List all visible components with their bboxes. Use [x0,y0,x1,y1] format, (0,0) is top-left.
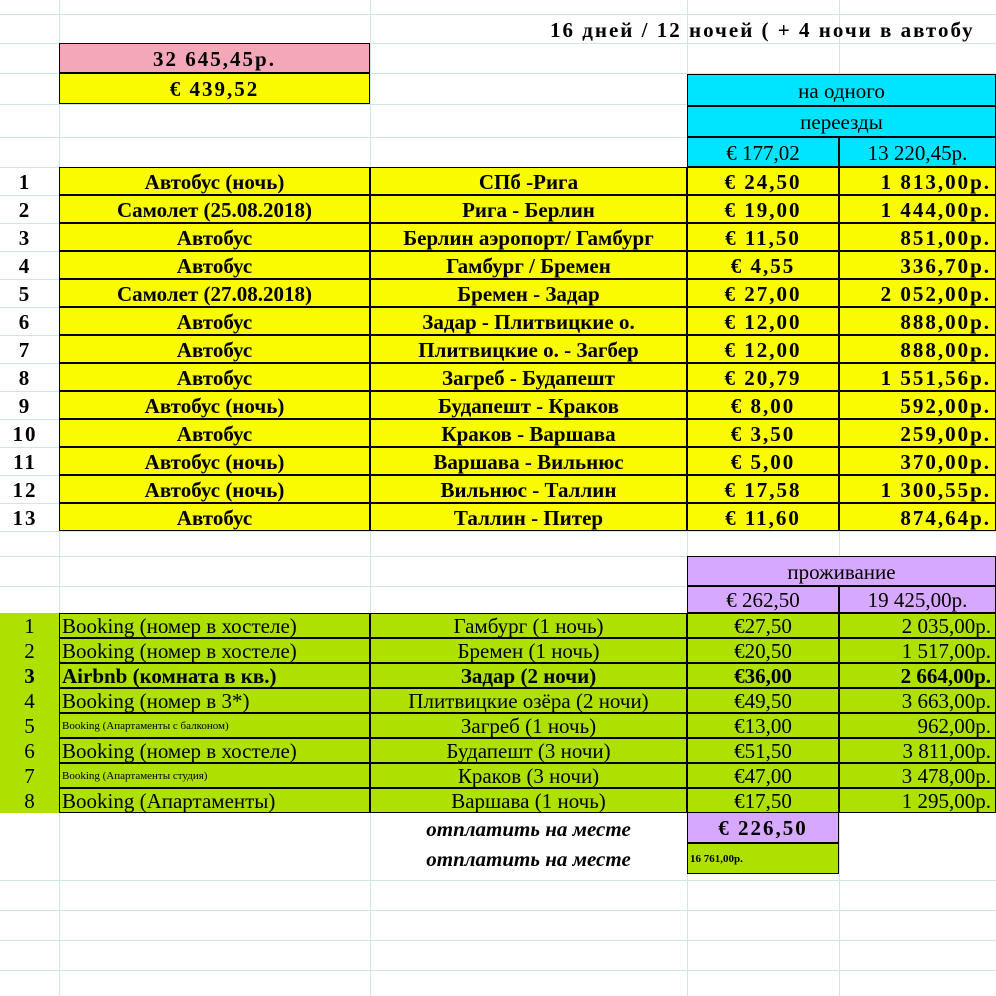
transport-route-cell[interactable]: Краков - Варшава [370,419,687,447]
trip-title: 16 дней / 12 ночей ( + 4 ночи в автобу [550,17,975,42]
grid-row-line [0,531,996,532]
row-number: 4 [18,253,32,278]
row-number: 5 [18,281,32,306]
grid-row-line [0,910,996,911]
lodging-rub-cell[interactable]: 2 664,00р. [839,663,996,688]
lodging-header[interactable]: проживание [687,556,996,586]
lodging-eur-cell[interactable]: €27,50 [687,613,839,638]
transport-eur-cell[interactable]: € 12,00 [687,335,839,363]
row-number: 8 [0,788,59,813]
row-number: 2 [18,197,32,222]
lodging-type-cell[interactable]: Airbnb (комната в кв.) [59,663,370,688]
lodging-type-cell[interactable]: Booking (Апартаменты) [59,788,370,813]
lodging-eur-cell[interactable]: €49,50 [687,688,839,713]
lodging-type-cell[interactable]: Booking (номер в хостеле) [59,638,370,663]
transport-eur-cell[interactable]: € 20,79 [687,363,839,391]
transport-route-cell[interactable]: Задар - Плитвицкие о. [370,307,687,335]
transport-rub-cell[interactable]: 370,00р. [839,447,996,475]
row-number: 1 [18,169,32,194]
transport-rub-cell[interactable]: 1 444,00р. [839,195,996,223]
transport-eur-cell[interactable]: € 11,60 [687,503,839,531]
lodging-rub-cell[interactable]: 962,00р. [839,713,996,738]
lodging-eur-cell[interactable]: €36,00 [687,663,839,688]
transport-eur-cell[interactable]: € 24,50 [687,167,839,195]
transport-eur-cell[interactable]: € 12,00 [687,307,839,335]
transport-type-cell[interactable]: Автобус [59,335,370,363]
pay-on-site-label: отплатить на месте [426,816,631,841]
row-number: 9 [18,393,32,418]
lodging-type-cell[interactable]: Booking (номер в хостеле) [59,613,370,638]
lodging-place-cell[interactable]: Краков (3 ночи) [370,763,687,788]
transport-type-cell[interactable]: Самолет (25.08.2018) [59,195,370,223]
transport-route-cell[interactable]: Рига - Берлин [370,195,687,223]
row-number: 7 [0,763,59,788]
transport-type-cell[interactable]: Автобус [59,223,370,251]
grid-row-line [0,940,996,941]
transport-type-cell[interactable]: Самолет (27.08.2018) [59,279,370,307]
transport-rub-cell[interactable]: 851,00р. [839,223,996,251]
lodging-place-cell[interactable]: Гамбург (1 ночь) [370,613,687,638]
lodging-total-rub[interactable]: 19 425,00р. [839,586,996,613]
transport-eur-cell[interactable]: € 27,00 [687,279,839,307]
lodging-rub-cell[interactable]: 2 035,00р. [839,613,996,638]
transport-rub-cell[interactable]: 1 551,56р. [839,363,996,391]
row-number: 5 [0,713,59,738]
transport-type-cell[interactable]: Автобус [59,419,370,447]
lodging-type-cell[interactable]: Booking (номер в 3*) [59,688,370,713]
transport-type-cell[interactable]: Автобус (ночь) [59,167,370,195]
transport-route-cell[interactable]: Вильнюс - Таллин [370,475,687,503]
transport-rub-cell[interactable]: 592,00р. [839,391,996,419]
transport-rub-cell[interactable]: 888,00р. [839,335,996,363]
lodging-rub-cell[interactable]: 1 517,00р. [839,638,996,663]
row-number: 3 [0,663,59,688]
transport-route-cell[interactable]: СПб -Рига [370,167,687,195]
row-number: 7 [18,337,32,362]
transport-type-cell[interactable]: Автобус [59,363,370,391]
transport-type-cell[interactable]: Автобус (ночь) [59,391,370,419]
transport-eur-cell[interactable]: € 4,55 [687,251,839,279]
lodging-rub-cell[interactable]: 1 295,00р. [839,788,996,813]
lodging-rub-cell[interactable]: 3 478,00р. [839,763,996,788]
lodging-eur-cell[interactable]: €13,00 [687,713,839,738]
transport-header[interactable]: переезды [687,106,996,137]
grid-row-line [0,880,996,881]
lodging-eur-cell[interactable]: €47,00 [687,763,839,788]
lodging-eur-cell[interactable]: €51,50 [687,738,839,763]
row-number: 2 [0,638,59,663]
pay-on-site-rub[interactable]: 16 761,00р. [687,843,839,874]
transport-eur-cell[interactable]: € 19,00 [687,195,839,223]
per-person-header[interactable]: на одного [687,74,996,106]
row-number: 3 [18,225,32,250]
lodging-type-cell[interactable]: Booking (Апартаменты с балконом) [59,713,370,738]
row-number: 6 [18,309,32,334]
lodging-place-cell[interactable]: Варшава (1 ночь) [370,788,687,813]
pay-on-site-eur[interactable]: € 226,50 [687,812,839,843]
transport-type-cell[interactable]: Автобус [59,307,370,335]
transport-route-cell[interactable]: Варшава - Вильнюс [370,447,687,475]
row-number: 1 [0,613,59,638]
row-number: 12 [12,477,38,502]
transport-type-cell[interactable]: Автобус (ночь) [59,447,370,475]
transport-rub-cell[interactable]: 888,00р. [839,307,996,335]
transport-eur-cell[interactable]: € 8,00 [687,391,839,419]
row-number: 13 [12,505,38,530]
transport-total-eur[interactable]: € 177,02 [687,137,839,167]
transport-rub-cell[interactable]: 336,70р. [839,251,996,279]
total-eur-cell[interactable]: € 439,52 [59,73,370,104]
lodging-type-cell[interactable]: Booking (номер в хостеле) [59,738,370,763]
transport-eur-cell[interactable]: € 5,00 [687,447,839,475]
transport-route-cell[interactable]: Бремен - Задар [370,279,687,307]
lodging-place-cell[interactable]: Загреб (1 ночь) [370,713,687,738]
transport-rub-cell[interactable]: 1 813,00р. [839,167,996,195]
transport-route-cell[interactable]: Загреб - Будапешт [370,363,687,391]
transport-route-cell[interactable]: Таллин - Питер [370,503,687,531]
lodging-place-cell[interactable]: Бремен (1 ночь) [370,638,687,663]
lodging-place-cell[interactable]: Плитвицкие озёра (2 ночи) [370,688,687,713]
total-rub-cell[interactable]: 32 645,45р. [59,43,370,73]
pay-on-site-label-2: отплатить на месте [426,847,631,871]
row-number: 8 [18,365,32,390]
transport-route-cell[interactable]: Плитвицкие о. - Загбер [370,335,687,363]
transport-type-cell[interactable]: Автобус [59,503,370,531]
lodging-rub-cell[interactable]: 3 663,00р. [839,688,996,713]
transport-eur-cell[interactable]: € 11,50 [687,223,839,251]
lodging-total-eur[interactable]: € 262,50 [687,586,839,613]
lodging-type-cell[interactable]: Booking (Апартаменты студия) [59,763,370,788]
transport-route-cell[interactable]: Гамбург / Бремен [370,251,687,279]
transport-route-cell[interactable]: Берлин аэропорт/ Гамбург [370,223,687,251]
lodging-eur-cell[interactable]: €20,50 [687,638,839,663]
transport-rub-cell[interactable]: 874,64р. [839,503,996,531]
transport-rub-cell[interactable]: 259,00р. [839,419,996,447]
transport-eur-cell[interactable]: € 3,50 [687,419,839,447]
row-number: 10 [12,421,38,446]
lodging-place-cell[interactable]: Задар (2 ночи) [370,663,687,688]
transport-type-cell[interactable]: Автобус (ночь) [59,475,370,503]
lodging-eur-cell[interactable]: €17,50 [687,788,839,813]
lodging-place-cell[interactable]: Будапешт (3 ночи) [370,738,687,763]
transport-type-cell[interactable]: Автобус [59,251,370,279]
row-number: 6 [0,738,59,763]
transport-route-cell[interactable]: Будапешт - Краков [370,391,687,419]
transport-eur-cell[interactable]: € 17,58 [687,475,839,503]
row-number: 4 [0,688,59,713]
transport-rub-cell[interactable]: 2 052,00р. [839,279,996,307]
transport-total-rub[interactable]: 13 220,45р. [839,137,996,167]
grid-row-line [0,970,996,971]
lodging-rub-cell[interactable]: 3 811,00р. [839,738,996,763]
row-number: 11 [13,449,37,474]
transport-rub-cell[interactable]: 1 300,55р. [839,475,996,503]
